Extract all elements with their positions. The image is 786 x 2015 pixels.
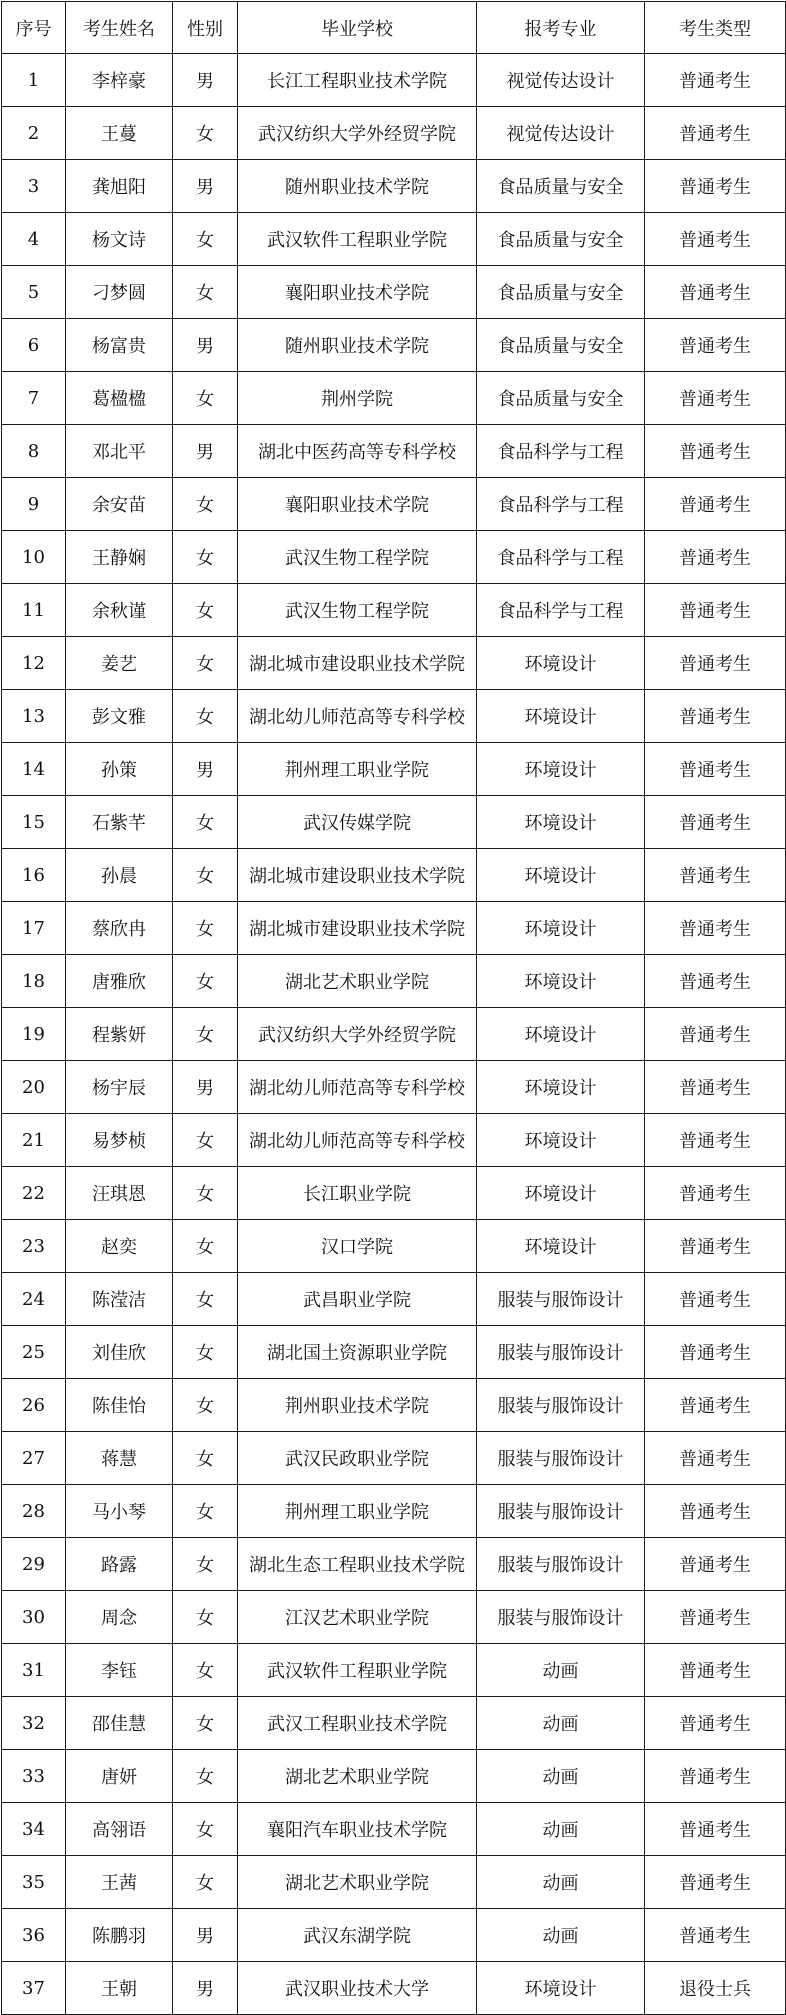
cell-graduated-school: 湖北中医药高等专科学校 <box>238 425 477 478</box>
table-row <box>2 1061 786 1114</box>
table-row <box>2 637 786 690</box>
cell-gender: 女 <box>173 107 238 160</box>
cell-candidate-type: 普通考生 <box>645 531 786 584</box>
table-row <box>2 955 786 1008</box>
cell-candidate-name: 孙晨 <box>66 849 173 902</box>
cell-candidate-name: 李梓豪 <box>66 54 173 107</box>
header-graduated-school: 毕业学校 <box>238 2 477 54</box>
cell-gender: 女 <box>173 1803 238 1856</box>
cell-candidate-type: 普通考生 <box>645 1061 786 1114</box>
cell-serial-number: 18 <box>2 955 66 1008</box>
cell-graduated-school: 湖北城市建设职业技术学院 <box>238 849 477 902</box>
cell-serial-number: 17 <box>2 902 66 955</box>
cell-candidate-type: 普通考生 <box>645 1538 786 1591</box>
cell-serial-number: 12 <box>2 637 66 690</box>
cell-graduated-school: 武汉纺织大学外经贸学院 <box>238 107 477 160</box>
cell-applied-major: 环境设计 <box>477 849 645 902</box>
table-row <box>2 902 786 955</box>
table-row <box>2 425 786 478</box>
cell-candidate-type: 普通考生 <box>645 637 786 690</box>
cell-serial-number: 36 <box>2 1909 66 1962</box>
cell-graduated-school: 武汉生物工程学院 <box>238 531 477 584</box>
cell-candidate-name: 彭文雅 <box>66 690 173 743</box>
table-row <box>2 849 786 902</box>
cell-applied-major: 食品质量与安全 <box>477 266 645 319</box>
cell-graduated-school: 武汉工程职业技术学院 <box>238 1697 477 1750</box>
cell-applied-major: 食品科学与工程 <box>477 531 645 584</box>
cell-gender: 男 <box>173 160 238 213</box>
cell-candidate-name: 刁梦圆 <box>66 266 173 319</box>
cell-gender: 女 <box>173 902 238 955</box>
cell-gender: 男 <box>173 1909 238 1962</box>
cell-applied-major: 服装与服饰设计 <box>477 1432 645 1485</box>
cell-candidate-type: 普通考生 <box>645 213 786 266</box>
cell-candidate-type: 普通考生 <box>645 796 786 849</box>
cell-gender: 女 <box>173 1538 238 1591</box>
cell-graduated-school: 襄阳职业技术学院 <box>238 478 477 531</box>
cell-serial-number: 14 <box>2 743 66 796</box>
table-row <box>2 1750 786 1803</box>
cell-candidate-name: 陈滢洁 <box>66 1273 173 1326</box>
table-row <box>2 1485 786 1538</box>
cell-candidate-type: 普通考生 <box>645 690 786 743</box>
cell-candidate-type: 普通考生 <box>645 902 786 955</box>
cell-applied-major: 环境设计 <box>477 1962 645 2015</box>
table-row <box>2 1167 786 1220</box>
cell-gender: 男 <box>173 54 238 107</box>
cell-gender: 男 <box>173 1061 238 1114</box>
cell-gender: 男 <box>173 1962 238 2015</box>
cell-gender: 女 <box>173 1273 238 1326</box>
cell-candidate-type: 普通考生 <box>645 1167 786 1220</box>
header-candidate-type: 考生类型 <box>645 2 786 54</box>
cell-candidate-name: 余安苗 <box>66 478 173 531</box>
cell-candidate-type: 普通考生 <box>645 1379 786 1432</box>
cell-candidate-type: 普通考生 <box>645 1697 786 1750</box>
cell-applied-major: 食品质量与安全 <box>477 213 645 266</box>
cell-serial-number: 34 <box>2 1803 66 1856</box>
table-row <box>2 531 786 584</box>
cell-graduated-school: 荆州职业技术学院 <box>238 1379 477 1432</box>
cell-applied-major: 动画 <box>477 1644 645 1697</box>
cell-applied-major: 环境设计 <box>477 1008 645 1061</box>
cell-applied-major: 环境设计 <box>477 1114 645 1167</box>
table-row <box>2 1962 786 2015</box>
cell-gender: 女 <box>173 1167 238 1220</box>
cell-gender: 女 <box>173 1697 238 1750</box>
cell-candidate-type: 普通考生 <box>645 1008 786 1061</box>
cell-candidate-name: 蔡欣冉 <box>66 902 173 955</box>
cell-candidate-name: 孙策 <box>66 743 173 796</box>
cell-serial-number: 9 <box>2 478 66 531</box>
cell-serial-number: 23 <box>2 1220 66 1273</box>
cell-gender: 女 <box>173 849 238 902</box>
table-row <box>2 160 786 213</box>
table-row <box>2 1644 786 1697</box>
cell-applied-major: 服装与服饰设计 <box>477 1379 645 1432</box>
cell-candidate-type: 普通考生 <box>645 1803 786 1856</box>
table-row <box>2 1591 786 1644</box>
cell-candidate-name: 汪琪恩 <box>66 1167 173 1220</box>
cell-candidate-type: 普通考生 <box>645 849 786 902</box>
cell-graduated-school: 武汉纺织大学外经贸学院 <box>238 1008 477 1061</box>
table-row <box>2 1909 786 1962</box>
cell-candidate-name: 王蔓 <box>66 107 173 160</box>
cell-candidate-type: 普通考生 <box>645 319 786 372</box>
cell-applied-major: 环境设计 <box>477 743 645 796</box>
cell-serial-number: 33 <box>2 1750 66 1803</box>
cell-serial-number: 15 <box>2 796 66 849</box>
cell-candidate-name: 杨富贵 <box>66 319 173 372</box>
table-row <box>2 319 786 372</box>
cell-gender: 女 <box>173 1591 238 1644</box>
cell-serial-number: 28 <box>2 1485 66 1538</box>
cell-applied-major: 动画 <box>477 1750 645 1803</box>
cell-candidate-name: 马小琴 <box>66 1485 173 1538</box>
cell-serial-number: 2 <box>2 107 66 160</box>
cell-applied-major: 食品科学与工程 <box>477 425 645 478</box>
cell-candidate-type: 普通考生 <box>645 1326 786 1379</box>
cell-serial-number: 11 <box>2 584 66 637</box>
cell-candidate-type: 普通考生 <box>645 1432 786 1485</box>
cell-applied-major: 服装与服饰设计 <box>477 1326 645 1379</box>
cell-candidate-name: 王朝 <box>66 1962 173 2015</box>
cell-candidate-name: 程紫妍 <box>66 1008 173 1061</box>
cell-graduated-school: 汉口学院 <box>238 1220 477 1273</box>
cell-gender: 男 <box>173 425 238 478</box>
cell-applied-major: 视觉传达设计 <box>477 54 645 107</box>
cell-serial-number: 16 <box>2 849 66 902</box>
cell-serial-number: 13 <box>2 690 66 743</box>
cell-graduated-school: 湖北艺术职业学院 <box>238 955 477 1008</box>
cell-gender: 女 <box>173 266 238 319</box>
cell-candidate-name: 龚旭阳 <box>66 160 173 213</box>
cell-graduated-school: 武汉职业技术大学 <box>238 1962 477 2015</box>
cell-graduated-school: 湖北生态工程职业技术学院 <box>238 1538 477 1591</box>
cell-serial-number: 27 <box>2 1432 66 1485</box>
table-row <box>2 1273 786 1326</box>
header-applied-major: 报考专业 <box>477 2 645 54</box>
table-row <box>2 1008 786 1061</box>
cell-candidate-type: 普通考生 <box>645 1485 786 1538</box>
cell-graduated-school: 湖北国土资源职业学院 <box>238 1326 477 1379</box>
table-row <box>2 1379 786 1432</box>
cell-candidate-name: 王茜 <box>66 1856 173 1909</box>
cell-gender: 男 <box>173 319 238 372</box>
cell-graduated-school: 武汉软件工程职业学院 <box>238 1644 477 1697</box>
cell-candidate-type: 普通考生 <box>645 160 786 213</box>
cell-candidate-name: 邵佳慧 <box>66 1697 173 1750</box>
cell-candidate-name: 唐妍 <box>66 1750 173 1803</box>
cell-serial-number: 3 <box>2 160 66 213</box>
cell-graduated-school: 武汉东湖学院 <box>238 1909 477 1962</box>
cell-gender: 女 <box>173 531 238 584</box>
cell-graduated-school: 长江职业学院 <box>238 1167 477 1220</box>
cell-applied-major: 服装与服饰设计 <box>477 1591 645 1644</box>
cell-serial-number: 1 <box>2 54 66 107</box>
cell-candidate-name: 刘佳欣 <box>66 1326 173 1379</box>
cell-graduated-school: 随州职业技术学院 <box>238 319 477 372</box>
cell-graduated-school: 湖北幼儿师范高等专科学校 <box>238 1061 477 1114</box>
cell-candidate-name: 邓北平 <box>66 425 173 478</box>
cell-gender: 女 <box>173 584 238 637</box>
cell-gender: 女 <box>173 478 238 531</box>
cell-applied-major: 环境设计 <box>477 902 645 955</box>
cell-candidate-type: 普通考生 <box>645 584 786 637</box>
table-row <box>2 1697 786 1750</box>
table-row <box>2 266 786 319</box>
header-serial-number: 序号 <box>2 2 66 54</box>
table-row <box>2 107 786 160</box>
cell-applied-major: 动画 <box>477 1856 645 1909</box>
cell-gender: 女 <box>173 637 238 690</box>
cell-candidate-type: 普通考生 <box>645 372 786 425</box>
table-row <box>2 1114 786 1167</box>
cell-gender: 女 <box>173 1644 238 1697</box>
cell-candidate-type: 普通考生 <box>645 1273 786 1326</box>
cell-applied-major: 环境设计 <box>477 1167 645 1220</box>
cell-candidate-type: 普通考生 <box>645 478 786 531</box>
cell-serial-number: 26 <box>2 1379 66 1432</box>
table-row <box>2 1432 786 1485</box>
cell-candidate-type: 普通考生 <box>645 425 786 478</box>
cell-candidate-name: 陈鹏羽 <box>66 1909 173 1962</box>
cell-applied-major: 食品质量与安全 <box>477 319 645 372</box>
cell-graduated-school: 随州职业技术学院 <box>238 160 477 213</box>
table-header-row <box>2 2 786 54</box>
cell-gender: 女 <box>173 1485 238 1538</box>
cell-applied-major: 环境设计 <box>477 690 645 743</box>
cell-candidate-name: 葛楹楹 <box>66 372 173 425</box>
cell-applied-major: 环境设计 <box>477 1220 645 1273</box>
cell-candidate-type: 普通考生 <box>645 1591 786 1644</box>
cell-serial-number: 35 <box>2 1856 66 1909</box>
cell-applied-major: 动画 <box>477 1803 645 1856</box>
cell-candidate-type: 普通考生 <box>645 1750 786 1803</box>
cell-candidate-type: 普通考生 <box>645 107 786 160</box>
cell-candidate-name: 李钰 <box>66 1644 173 1697</box>
cell-gender: 女 <box>173 955 238 1008</box>
cell-candidate-type: 普通考生 <box>645 743 786 796</box>
cell-gender: 女 <box>173 372 238 425</box>
table-row <box>2 478 786 531</box>
cell-gender: 女 <box>173 1856 238 1909</box>
cell-applied-major: 食品质量与安全 <box>477 372 645 425</box>
cell-candidate-name: 路露 <box>66 1538 173 1591</box>
table-body <box>2 54 786 2015</box>
cell-serial-number: 5 <box>2 266 66 319</box>
cell-serial-number: 20 <box>2 1061 66 1114</box>
cell-candidate-name: 唐雅欣 <box>66 955 173 1008</box>
cell-graduated-school: 湖北城市建设职业技术学院 <box>238 637 477 690</box>
cell-serial-number: 8 <box>2 425 66 478</box>
cell-gender: 男 <box>173 743 238 796</box>
cell-serial-number: 31 <box>2 1644 66 1697</box>
cell-gender: 女 <box>173 1326 238 1379</box>
cell-applied-major: 环境设计 <box>477 1061 645 1114</box>
cell-candidate-name: 石紫芊 <box>66 796 173 849</box>
cell-graduated-school: 湖北艺术职业学院 <box>238 1750 477 1803</box>
table-row <box>2 1538 786 1591</box>
cell-serial-number: 4 <box>2 213 66 266</box>
cell-applied-major: 环境设计 <box>477 796 645 849</box>
cell-serial-number: 6 <box>2 319 66 372</box>
cell-applied-major: 食品科学与工程 <box>477 478 645 531</box>
cell-graduated-school: 武汉民政职业学院 <box>238 1432 477 1485</box>
table-row <box>2 1326 786 1379</box>
cell-serial-number: 32 <box>2 1697 66 1750</box>
cell-gender: 女 <box>173 1220 238 1273</box>
cell-candidate-name: 陈佳怡 <box>66 1379 173 1432</box>
cell-candidate-name: 易梦桢 <box>66 1114 173 1167</box>
cell-serial-number: 24 <box>2 1273 66 1326</box>
table-row <box>2 1803 786 1856</box>
cell-candidate-type: 普通考生 <box>645 955 786 1008</box>
cell-candidate-type: 普通考生 <box>645 1644 786 1697</box>
cell-candidate-type: 普通考生 <box>645 54 786 107</box>
table-row <box>2 372 786 425</box>
cell-candidate-name: 高翎语 <box>66 1803 173 1856</box>
cell-gender: 女 <box>173 1750 238 1803</box>
table-row <box>2 213 786 266</box>
cell-serial-number: 7 <box>2 372 66 425</box>
cell-graduated-school: 武汉软件工程职业学院 <box>238 213 477 266</box>
cell-applied-major: 食品科学与工程 <box>477 584 645 637</box>
cell-serial-number: 37 <box>2 1962 66 2015</box>
table-row <box>2 743 786 796</box>
cell-graduated-school: 荆州理工职业学院 <box>238 1485 477 1538</box>
cell-applied-major: 服装与服饰设计 <box>477 1273 645 1326</box>
cell-gender: 女 <box>173 1114 238 1167</box>
cell-serial-number: 19 <box>2 1008 66 1061</box>
table-row <box>2 1220 786 1273</box>
cell-applied-major: 环境设计 <box>477 637 645 690</box>
cell-graduated-school: 武汉生物工程学院 <box>238 584 477 637</box>
cell-graduated-school: 襄阳汽车职业技术学院 <box>238 1803 477 1856</box>
cell-graduated-school: 武汉传媒学院 <box>238 796 477 849</box>
cell-applied-major: 食品质量与安全 <box>477 160 645 213</box>
cell-gender: 女 <box>173 213 238 266</box>
cell-applied-major: 环境设计 <box>477 955 645 1008</box>
cell-applied-major: 动画 <box>477 1697 645 1750</box>
cell-candidate-name: 杨宇辰 <box>66 1061 173 1114</box>
cell-graduated-school: 襄阳职业技术学院 <box>238 266 477 319</box>
table-row <box>2 796 786 849</box>
cell-candidate-type: 普通考生 <box>645 1856 786 1909</box>
cell-graduated-school: 长江工程职业技术学院 <box>238 54 477 107</box>
cell-serial-number: 10 <box>2 531 66 584</box>
cell-candidate-type: 普通考生 <box>645 1114 786 1167</box>
cell-candidate-name: 蒋慧 <box>66 1432 173 1485</box>
cell-applied-major: 服装与服饰设计 <box>477 1485 645 1538</box>
cell-graduated-school: 荆州学院 <box>238 372 477 425</box>
cell-gender: 女 <box>173 1379 238 1432</box>
cell-candidate-type: 普通考生 <box>645 1220 786 1273</box>
cell-candidate-name: 杨文诗 <box>66 213 173 266</box>
cell-gender: 女 <box>173 1432 238 1485</box>
cell-serial-number: 22 <box>2 1167 66 1220</box>
cell-applied-major: 动画 <box>477 1909 645 1962</box>
cell-candidate-name: 余秋谨 <box>66 584 173 637</box>
table-row <box>2 54 786 107</box>
cell-candidate-type: 普通考生 <box>645 266 786 319</box>
cell-serial-number: 30 <box>2 1591 66 1644</box>
cell-serial-number: 29 <box>2 1538 66 1591</box>
admission-list-table <box>1 1 786 2015</box>
cell-candidate-name: 周念 <box>66 1591 173 1644</box>
cell-gender: 女 <box>173 1008 238 1061</box>
cell-gender: 女 <box>173 690 238 743</box>
header-candidate-name: 考生姓名 <box>66 2 173 54</box>
cell-gender: 女 <box>173 796 238 849</box>
cell-applied-major: 视觉传达设计 <box>477 107 645 160</box>
cell-graduated-school: 湖北幼儿师范高等专科学校 <box>238 1114 477 1167</box>
cell-graduated-school: 江汉艺术职业学院 <box>238 1591 477 1644</box>
header-gender: 性别 <box>173 2 238 54</box>
table-row <box>2 690 786 743</box>
cell-candidate-name: 王静娴 <box>66 531 173 584</box>
cell-candidate-name: 姜艺 <box>66 637 173 690</box>
cell-graduated-school: 湖北幼儿师范高等专科学校 <box>238 690 477 743</box>
cell-graduated-school: 湖北艺术职业学院 <box>238 1856 477 1909</box>
cell-graduated-school: 武昌职业学院 <box>238 1273 477 1326</box>
cell-candidate-type: 退役士兵 <box>645 1962 786 2015</box>
cell-serial-number: 21 <box>2 1114 66 1167</box>
cell-applied-major: 服装与服饰设计 <box>477 1538 645 1591</box>
cell-candidate-name: 赵奕 <box>66 1220 173 1273</box>
table-row <box>2 1856 786 1909</box>
table-row <box>2 584 786 637</box>
cell-serial-number: 25 <box>2 1326 66 1379</box>
cell-graduated-school: 湖北城市建设职业技术学院 <box>238 902 477 955</box>
cell-candidate-type: 普通考生 <box>645 1909 786 1962</box>
cell-graduated-school: 荆州理工职业学院 <box>238 743 477 796</box>
